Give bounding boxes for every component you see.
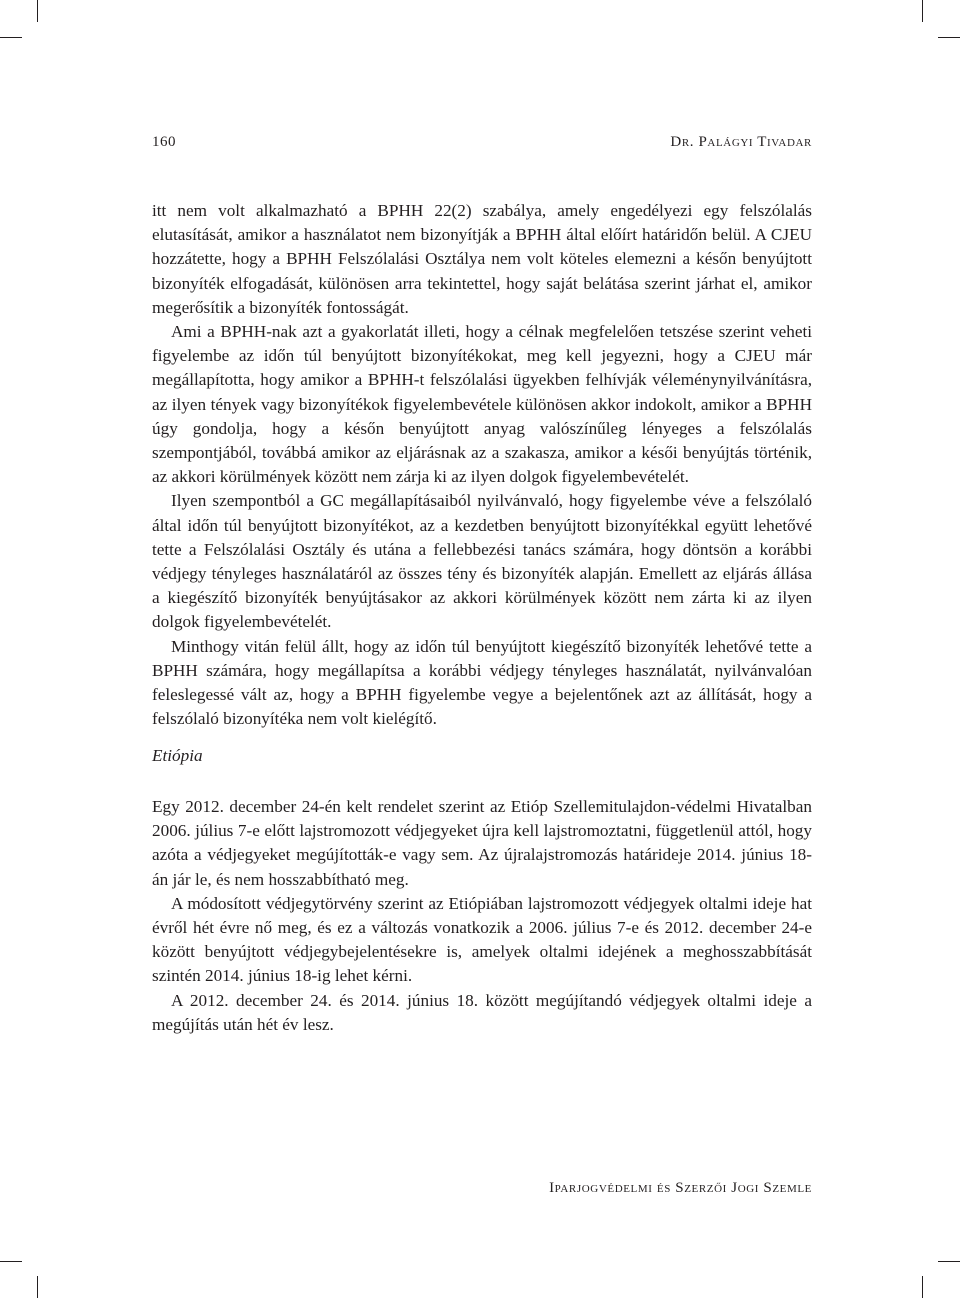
article-body: [152, 199, 812, 731]
paragraph: A módosított védjegytörvény szerint az Etiópiában lajstromozott védjegyek oltalmi ideje hat évről hét évre nő meg, és ez a változás vonatkozik a 2006. július 7-e és 2012. december 24-e között benyújtott védjegybejelentésekre is, amelyek oltalmi idejének a meghosszabbítását szintén 2014. június 18-ig lehet kérni.: [152, 893, 812, 986]
paragraph: Egy 2012. december 24-én kelt rendelet szerint az Etióp Szellemitulajdon-védelmi Hivatalban 2006. július 7-e előtt lajstromozott védjegyeket újra kell lajstromoztatni, függetlenül attól, hogy azóta a védjegyeket megújították-e vagy sem. Az újralajstromozás határideje 2014. június 18-án jár le, és nem hosszabbítható meg.: [152, 797, 812, 889]
crop-mark: [37, 1276, 38, 1298]
section-body: [152, 795, 812, 1037]
paragraph: Ilyen szempontból a GC megállapításaiból nyilvánvaló, hogy figyelembe véve a felszólaló által időn túl benyújtott bizonyítékot, az a kezdetben benyújtott bizonyítékkal együtt lehetővé tette a Felszólalási Osztály és utána a fellebbezési tanács számára, hogy döntsön a korábbi védjegy tényleges használatáról az összes tény és bizonyíték alapján. Emellett az eljárás állása a kiegészítő bizonyíték benyújtásakor az akkori körülmények között nem zárta ki az ilyen dolgok figyelembevételét.: [152, 491, 812, 632]
crop-mark: [0, 1261, 22, 1262]
paragraph: A 2012. december 24. és 2014. június 18. között megújítandó védjegyek oltalmi ideje a megújítás után hét év lesz.: [152, 990, 812, 1034]
paragraph: itt nem volt alkalmazható a BPHH 22(2) szabálya, amely engedélyezi egy felszólalás elutasítását, amikor a használatot nem bizonyítják a BPHH által előírt határidőn belül. A CJEU hozzátette, hogy a BPHH Felszólalási Osztálya nem volt köteles elemezni a későn benyújtott bizonyíték elfogadását, különösen arra tekintettel, hogy saját belátása szerint járhat el, amikor megerősítik a bizonyíték fontosságát.: [152, 201, 812, 317]
crop-mark: [938, 1261, 960, 1262]
paragraph: Ami a BPHH-nak azt a gyakorlatát illeti, hogy a célnak megfelelően tetszése szerint veheti figyelembe az időn túl benyújtott bizonyítékokat, meg kell jegyezni, hogy a CJEU már megállapította, hogy amikor a BPHH-t felszólalási ügyekben felhívják véleménynyilvánításra, az ilyen tények vagy bizonyítékok figyelembevétele különösen akkor indokolt, amikor a BPHH úgy gondolja, hogy a későn benyújtott anyag valószínűleg lényeges a felszólalás szempontjából, továbbá amikor az eljárásnak az a szakasza, amikor a késői benyújtás történik, az akkori körülmények között nem zárja ki az ilyen dolgok figyelembevételét.: [152, 322, 812, 487]
crop-mark: [922, 1276, 923, 1298]
crop-mark: [37, 0, 38, 22]
page-number: 160: [152, 134, 176, 150]
section-heading: Etiópia: [152, 746, 203, 765]
running-head-author: Dr. Palágyi Tivadar: [670, 134, 812, 150]
crop-mark: [0, 37, 22, 38]
running-foot-journal: Iparjogvédelmi és Szerzői Jogi Szemle: [549, 1180, 812, 1196]
paragraph: Minthogy vitán felül állt, hogy az időn túl benyújtott kiegészítő bizonyíték lehetővé tette a BPHH számára, hogy megállapítsa a korábbi védjegy tényleges használatát, nyilvánvalóan feleslegessé vált az, hogy a BPHH figyelembe vegye a bejelentőnek azt az állítását, hogy a felszólaló bizonyítéka nem volt kielégítő.: [152, 636, 812, 729]
crop-mark: [922, 0, 923, 22]
crop-mark: [938, 37, 960, 38]
